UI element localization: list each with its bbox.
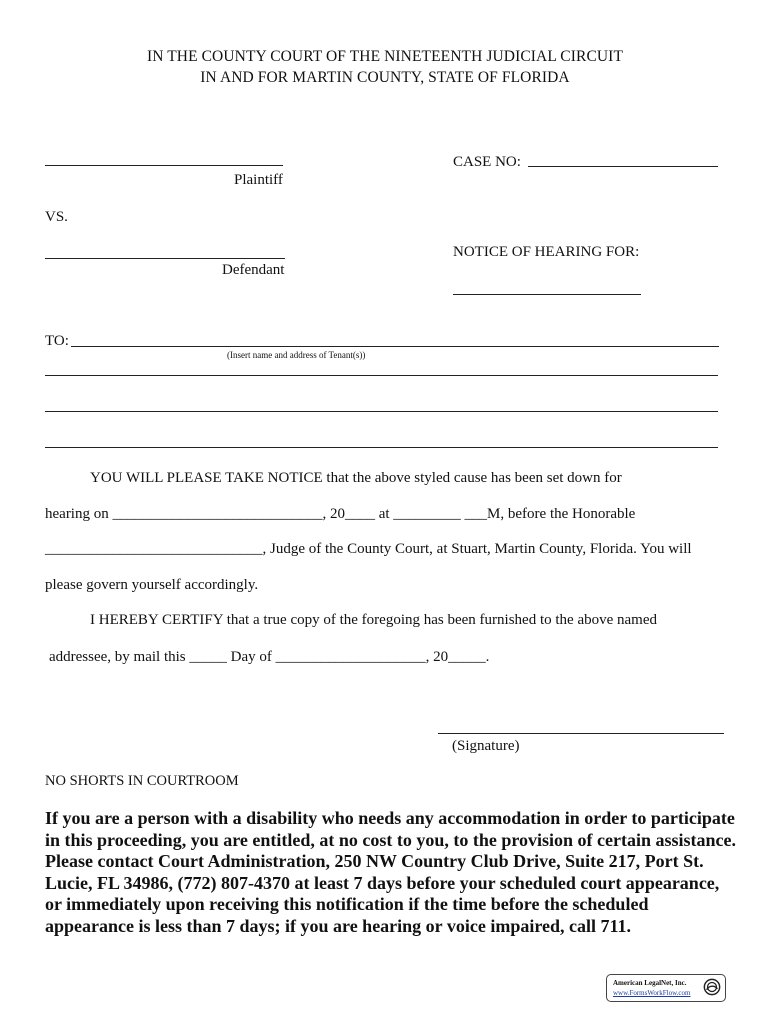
court-header-line1: IN THE COUNTY COURT OF THE NINETEENTH JUDICIAL CIRCUIT: [146, 48, 624, 65]
ada-notice-line: or immediately upon receiving this notification if the time before the scheduled: [45, 894, 649, 914]
court-header-line2: IN AND FOR MARTIN COUNTY, STATE OF FLORIDA: [200, 69, 570, 86]
footer-company: American LegalNet, Inc.: [613, 979, 687, 987]
signature-line[interactable]: [438, 733, 724, 734]
to-line-4[interactable]: [45, 447, 718, 448]
ada-notice: [45, 808, 735, 937]
to-line-3[interactable]: [45, 411, 718, 412]
case-no-label: CASE NO:: [453, 154, 521, 170]
to-line-1[interactable]: [71, 346, 719, 347]
certify-paragraph-line2: addressee, by mail this _____ Day of ____________________, 20_____.: [49, 649, 490, 665]
to-hint: (Insert name and address of Tenant(s)): [227, 350, 366, 360]
to-line-2[interactable]: [45, 375, 718, 376]
ada-notice-line: appearance is less than 7 days; if you are hearing or voice impaired, call 711.: [45, 915, 631, 936]
notice-paragraph-line1: YOU WILL PLEASE TAKE NOTICE that the above styled cause has been set down for: [90, 470, 622, 486]
ada-notice-line: Lucie, FL 34986, (772) 807-4370 at least 7 days before your scheduled court appearance,: [45, 872, 720, 893]
notice-paragraph-line2: hearing on ____________________________, 20____ at _________ ___M, before the Honorable: [45, 506, 636, 522]
notice-of-hearing-line[interactable]: [453, 294, 641, 295]
notice-paragraph-line4: please govern yourself accordingly.: [45, 577, 259, 593]
plaintiff-label: Plaintiff: [234, 172, 283, 188]
defendant-label: Defendant: [222, 262, 285, 278]
no-shorts-notice: NO SHORTS IN COURTROOM: [45, 773, 239, 789]
footer-url-link[interactable]: www.FormsWorkFlow.com: [613, 989, 691, 997]
ada-notice-line: If you are a person with a disability who needs any accommodation in order to participate: [45, 808, 735, 828]
ada-notice-line: in this proceeding, you are entitled, at no cost to you, to the provision of certain assistance.: [45, 829, 736, 850]
footer-badge: [606, 974, 726, 1002]
signature-label: (Signature): [452, 738, 520, 754]
plaintiff-name-line[interactable]: [45, 165, 283, 166]
to-label: TO:: [45, 333, 69, 349]
versus-label: VS.: [45, 209, 68, 225]
ada-notice-line: Please contact Court Administration, 250 NW Country Club Drive, Suite 217, Port St.: [45, 851, 704, 871]
defendant-name-line[interactable]: [45, 258, 285, 259]
notice-paragraph-line3: _____________________________, Judge of the County Court, at Stuart, Martin County, Florida. You will: [45, 541, 692, 557]
case-no-line[interactable]: [528, 166, 718, 167]
certify-paragraph-line1: I HEREBY CERTIFY that a true copy of the foregoing has been furnished to the above named: [90, 612, 658, 628]
notice-of-hearing-label: NOTICE OF HEARING FOR:: [453, 244, 640, 260]
alnet-logo-icon: [703, 978, 721, 996]
